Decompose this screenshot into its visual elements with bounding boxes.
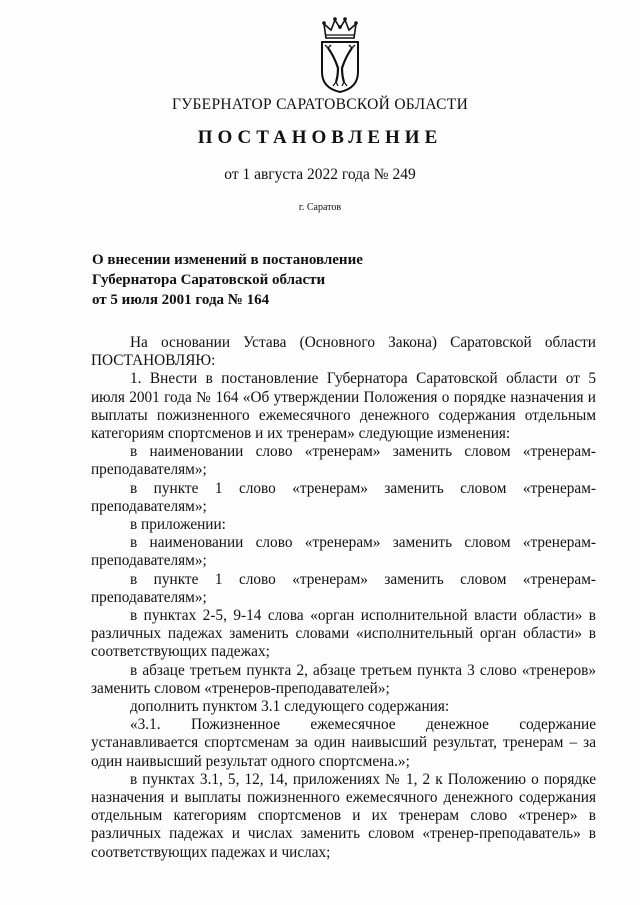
paragraph-amendment: в пункте 1 слово «тренерам» заменить словом «тренерам-преподавателям»; bbox=[91, 479, 596, 515]
paragraph-item-1: 1. Внести в постановление Губернатора Саратовской области от 5 июля 2001 года № 164 «Об утверждении Положения о порядке назначения и выплаты пожизненного ежемесячного денежного содержания отдельным категориям спортсменов и их тренерам» следующие изменения: bbox=[91, 370, 596, 443]
paragraph-amendment: в абзаце третьем пункта 2, абзаце третьем пункта 3 слово «тренеров» заменить словом «тренеров-преподавателей»; bbox=[91, 661, 596, 697]
paragraph-amendment: в пункте 1 слово «тренерам» заменить словом «тренерам-преподавателям»; bbox=[91, 570, 596, 606]
paragraph-amendment: в приложении: bbox=[130, 516, 226, 534]
saratov-coat-of-arms-icon bbox=[318, 16, 362, 94]
paragraph-preamble: На основании Устава (Основного Закона) Саратовской области ПОСТАНОВЛЯЮ: bbox=[91, 334, 596, 370]
title-line: Губернатора Саратовской области bbox=[92, 272, 326, 288]
document-type: ПОСТАНОВЛЕНИЕ bbox=[197, 127, 443, 148]
document-body bbox=[91, 334, 596, 862]
paragraph-amendment: в наименовании слово «тренерам» заменить словом «тренерам-преподавателям»; bbox=[91, 534, 596, 570]
issuing-authority: ГУБЕРНАТОР САРАТОВСКОЙ ОБЛАСТИ bbox=[171, 96, 469, 113]
paragraph-quoted-clause: «3.1. Пожизненное ежемесячное денежное содержание устанавливается спортсменам за один наивысший результат, тренерам – за один наивысший результат одного спортсмена.»; bbox=[91, 716, 596, 770]
title-line: О внесении изменений в постановление bbox=[92, 252, 363, 268]
document-date-number: от 1 августа 2022 года № 249 bbox=[224, 166, 416, 183]
paragraph-amendment: в пунктах 2-5, 9-14 слова «орган исполнительной власти области» в различных падежах заменить словами «исполнительный орган области» в соответствующих падежах; bbox=[91, 607, 596, 661]
paragraph-amendment: в пунктах 3.1, 5, 12, 14, приложениях № 1, 2 к Положению о порядке назначения и выплаты пожизненного ежемесячного денежного содержания отдельным категориям спортсменов и их тренерам слово «тренер» в различных падежах и числах заменить словом «тренер-преподаватель» в соответствующих падежах и числах; bbox=[91, 770, 596, 861]
title-line: от 5 июля 2001 года № 164 bbox=[92, 292, 270, 308]
document-city: г. Саратов bbox=[298, 202, 342, 213]
paragraph-amendment: в наименовании слово «тренерам» заменить словом «тренерам-преподавателям»; bbox=[91, 443, 596, 479]
paragraph-amendment: дополнить пунктом 3.1 следующего содержания: bbox=[130, 698, 450, 716]
document-title bbox=[92, 250, 452, 310]
